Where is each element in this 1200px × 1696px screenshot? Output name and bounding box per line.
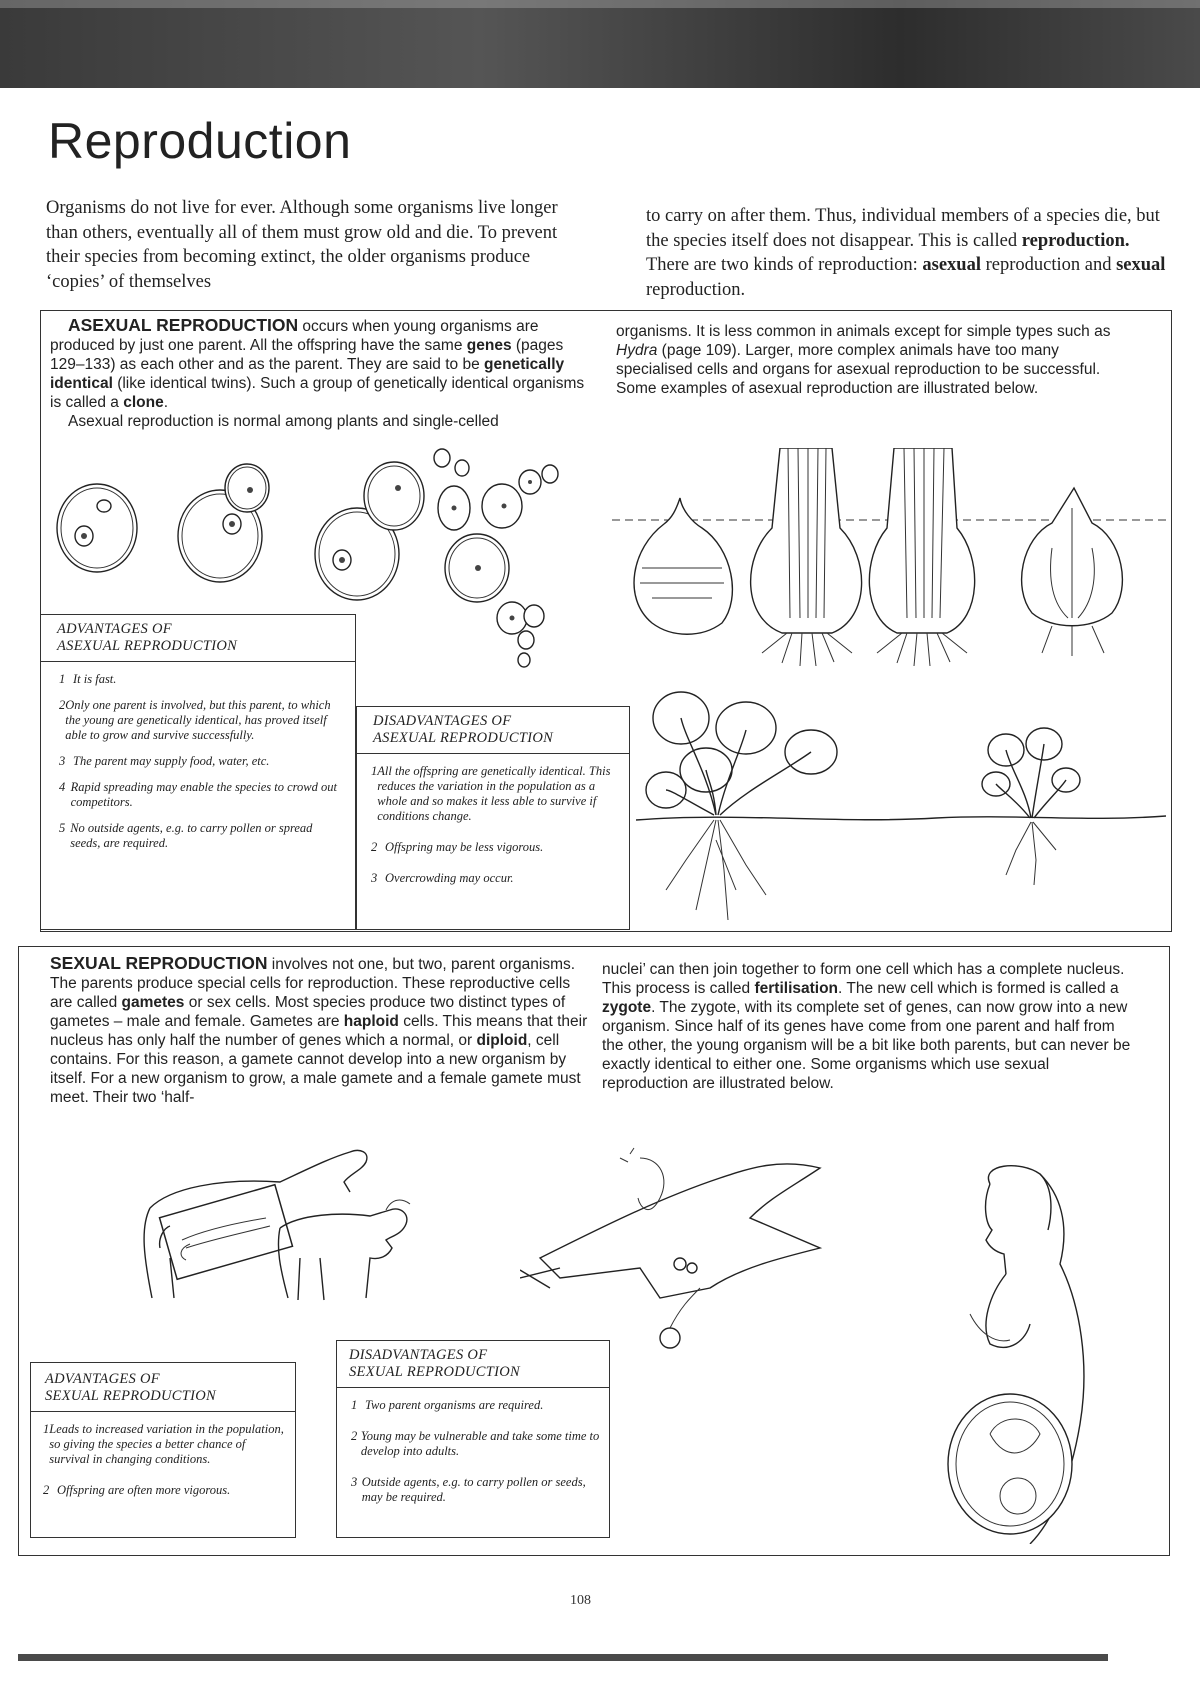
sexual-text-right <box>602 960 1134 1093</box>
list-item <box>351 1475 601 1505</box>
item-number: 3 <box>351 1475 358 1489</box>
sexual-text-left <box>50 954 590 1107</box>
list-item <box>59 780 345 810</box>
item-number: 3 <box>59 754 66 768</box>
asexual-text-4: . <box>163 394 169 411</box>
list-item <box>371 840 621 855</box>
keyword-genetically-identical: genetically identical <box>50 356 565 392</box>
asexual-text-1: occurs when young organisms are produced by just one parent. All the offspring have the same <box>50 318 539 354</box>
item-number: 1 <box>351 1398 358 1412</box>
sexual-disadvantages-heading-2: SEXUAL REPRODUCTION <box>349 1364 520 1380</box>
sexual-text-4: , cell contains. For this reason, a gamete cannot develop into a new organism by itself. For a new organism to grow, a male gamete and a female gamete must meet. Their two ‘half- <box>50 1032 581 1106</box>
sexual-disadvantages-box <box>336 1340 610 1538</box>
keyword-gametes: gametes <box>121 994 185 1011</box>
item-text: No outside agents, e.g. to carry pollen or spread seeds, are required. <box>70 821 313 850</box>
header-bar <box>0 0 1200 88</box>
bulb-2 <box>751 448 862 666</box>
sexual-disadvantages-heading <box>349 1347 609 1381</box>
asexual-disadvantages-heading <box>373 713 629 747</box>
parent-strawberry-plant <box>646 692 837 920</box>
asexual-text-5: Asexual reproduction is normal among plants and single-celled <box>68 413 499 430</box>
daughter-strawberry-plant <box>982 728 1080 885</box>
keyword-reproduction: reproduction. <box>1021 230 1130 251</box>
asexual-advantages-heading-1: ADVANTAGES OF <box>57 621 172 637</box>
intro-right-text-2: There are two kinds of reproduction: <box>646 255 923 275</box>
asexual-text-2: (pages 129–133) as each other and as the parent. They are said to be <box>50 337 564 373</box>
item-text: Leads to increased variation in the population, so giving the species a better chance of survival in changing conditions. <box>49 1422 284 1466</box>
keyword-genes: genes <box>466 337 512 354</box>
page-number: 108 <box>570 1593 591 1608</box>
human-pregnancy-illustration <box>930 1164 1150 1544</box>
item-number: 2 <box>351 1429 358 1443</box>
sexual-text-3: cells. This means that their nucleus has only half the number of genes which a normal, or <box>50 1013 588 1049</box>
sexual-disadvantages-heading-1: DISADVANTAGES OF <box>349 1347 488 1363</box>
asexual-advantages-list <box>59 672 345 851</box>
sexual-right-text-2: . The new cell which is formed is called a <box>838 980 1119 997</box>
asexual-disadvantages-list <box>371 764 621 886</box>
item-text: Offspring may be less vigorous. <box>385 840 544 854</box>
item-text: Only one parent is involved, but this parent, to which the young are genetically identical, has proved itself able to grow and survive successfully. <box>65 698 331 742</box>
item-text: Offspring are often more vigorous. <box>57 1483 231 1497</box>
bulb-4 <box>1022 488 1123 656</box>
list-item <box>59 754 345 769</box>
intro-right-text-3: reproduction and <box>980 255 1117 275</box>
keyword-asexual: asexual <box>922 255 981 275</box>
sexual-advantages-heading <box>45 1371 295 1405</box>
asexual-right-text: organisms. It is less common in animals except for simple types such as <box>616 323 1111 340</box>
item-text: Two parent organisms are required. <box>365 1398 544 1412</box>
item-number: 1 <box>371 764 378 778</box>
item-number: 3 <box>371 871 378 885</box>
item-number: 2 <box>43 1483 50 1497</box>
item-text: The parent may supply food, water, etc. <box>73 754 270 768</box>
item-number: 2 <box>371 840 378 854</box>
item-text: Rapid spreading may enable the species to crowd out competitors. <box>70 780 337 809</box>
yeast-cell-1 <box>57 484 137 572</box>
sexual-text-2: or sex cells. Most species produce two distinct types of gametes – male and female. Gametes are <box>50 994 566 1030</box>
item-text: All the offspring are genetically identical. This reduces the variation in the population as a whole and so makes it less able to survive if conditions change. <box>377 764 611 823</box>
sexual-disadvantages-list <box>351 1398 601 1505</box>
item-text: Overcrowding may occur. <box>385 871 514 885</box>
yeast-chain <box>434 449 558 667</box>
item-number: 1 <box>43 1422 50 1436</box>
sexual-right-text-1: nuclei’ can then join together to form one cell which has a complete nucleus. This process is called <box>602 961 1125 997</box>
item-text: Outside agents, e.g. to carry pollen or seeds, may be required. <box>361 1475 586 1504</box>
keyword-clone: clone <box>123 394 164 411</box>
keyword-fertilisation: fertilisation <box>754 980 839 997</box>
yeast-cell-2 <box>178 464 269 582</box>
sexual-advantages-heading-2: SEXUAL REPRODUCTION <box>45 1388 216 1404</box>
asexual-text-3: (like identical twins). Such a group of genetically identical organisms is called a <box>50 375 585 411</box>
asexual-disadvantages-heading-2: ASEXUAL REPRODUCTION <box>373 730 554 746</box>
bulb-1 <box>634 498 732 634</box>
keyword-haploid: haploid <box>343 1013 399 1030</box>
list-item <box>43 1483 287 1498</box>
keyword-diploid: diploid <box>476 1032 528 1049</box>
asexual-disadvantages-box <box>356 706 630 930</box>
item-number: 2 <box>59 698 66 712</box>
page-title: Reproduction <box>48 113 352 169</box>
asexual-disadvantages-heading-1: DISADVANTAGES OF <box>373 713 512 729</box>
list-item <box>371 764 621 824</box>
yeast-cell-3 <box>315 462 424 600</box>
intro-left <box>46 196 576 294</box>
item-number: 1 <box>59 672 66 686</box>
header-bar-highlight <box>0 0 1200 8</box>
asexual-text-right <box>616 322 1116 398</box>
bulb-3 <box>869 448 974 666</box>
sexual-advantages-list <box>43 1422 287 1498</box>
bulb-illustration <box>612 448 1172 668</box>
sexual-advantages-heading-1: ADVANTAGES OF <box>45 1371 160 1387</box>
asexual-advantages-box <box>40 614 356 930</box>
list-item <box>59 821 345 851</box>
item-text: It is fast. <box>73 672 117 686</box>
sexual-text-1: involves not one, but two, parent organisms. The parents produce special cells for reproduction. These reproductive cells are called <box>50 956 576 1011</box>
item-number: 4 <box>59 780 66 794</box>
keyword-sexual: sexual <box>1116 255 1166 275</box>
list-item <box>351 1429 601 1459</box>
asexual-lead: ASEXUAL REPRODUCTION <box>68 315 299 335</box>
intro-left-text: Organisms do not live for ever. Although some organisms live longer than others, eventually all of them must grow old and die. To prevent their species from becoming extinct, the older organisms produce ‘copies’ of themselves <box>46 198 558 292</box>
intro-right-text-4: reproduction. <box>646 279 746 300</box>
sexual-right-text-3: . The zygote, with its complete set of genes, can now grow into a new organism. Since half of its genes have come from one parent and half from the other, the young organism will be a bit like both parents, but can never be exactly identical to either one. Some organisms which use sexual reproduction are illustrated below. <box>602 999 1131 1092</box>
sexual-advantages-box <box>30 1362 296 1538</box>
list-item <box>59 672 345 687</box>
item-text: Young may be vulnerable and take some time to develop into adults. <box>360 1429 600 1458</box>
list-item <box>43 1422 287 1467</box>
list-item <box>59 698 345 743</box>
item-number: 5 <box>59 821 66 835</box>
asexual-advantages-heading <box>57 621 355 655</box>
asexual-advantages-heading-2: ASEXUAL REPRODUCTION <box>57 638 238 654</box>
cattle-mating-illustration <box>130 1148 450 1308</box>
intro-right <box>646 204 1176 302</box>
list-item <box>371 871 621 886</box>
footer-bar <box>18 1654 1108 1661</box>
hydra-name: Hydra <box>616 342 658 359</box>
list-item <box>351 1398 601 1413</box>
keyword-zygote: zygote <box>602 999 652 1016</box>
sexual-lead: SEXUAL REPRODUCTION <box>50 953 268 973</box>
strawberry-runner-illustration <box>636 690 1166 928</box>
asexual-right-text-2: (page 109). Larger, more complex animals have too many specialised cells and organs for asexual reproduction to be successful. Some examples of asexual reproduction are illustrated below. <box>616 342 1101 397</box>
asexual-text-left <box>50 316 598 431</box>
intro-right-text: to carry on after them. Thus, individual members of a species die, but the species itself does not disappear. This is called <box>646 206 1160 251</box>
